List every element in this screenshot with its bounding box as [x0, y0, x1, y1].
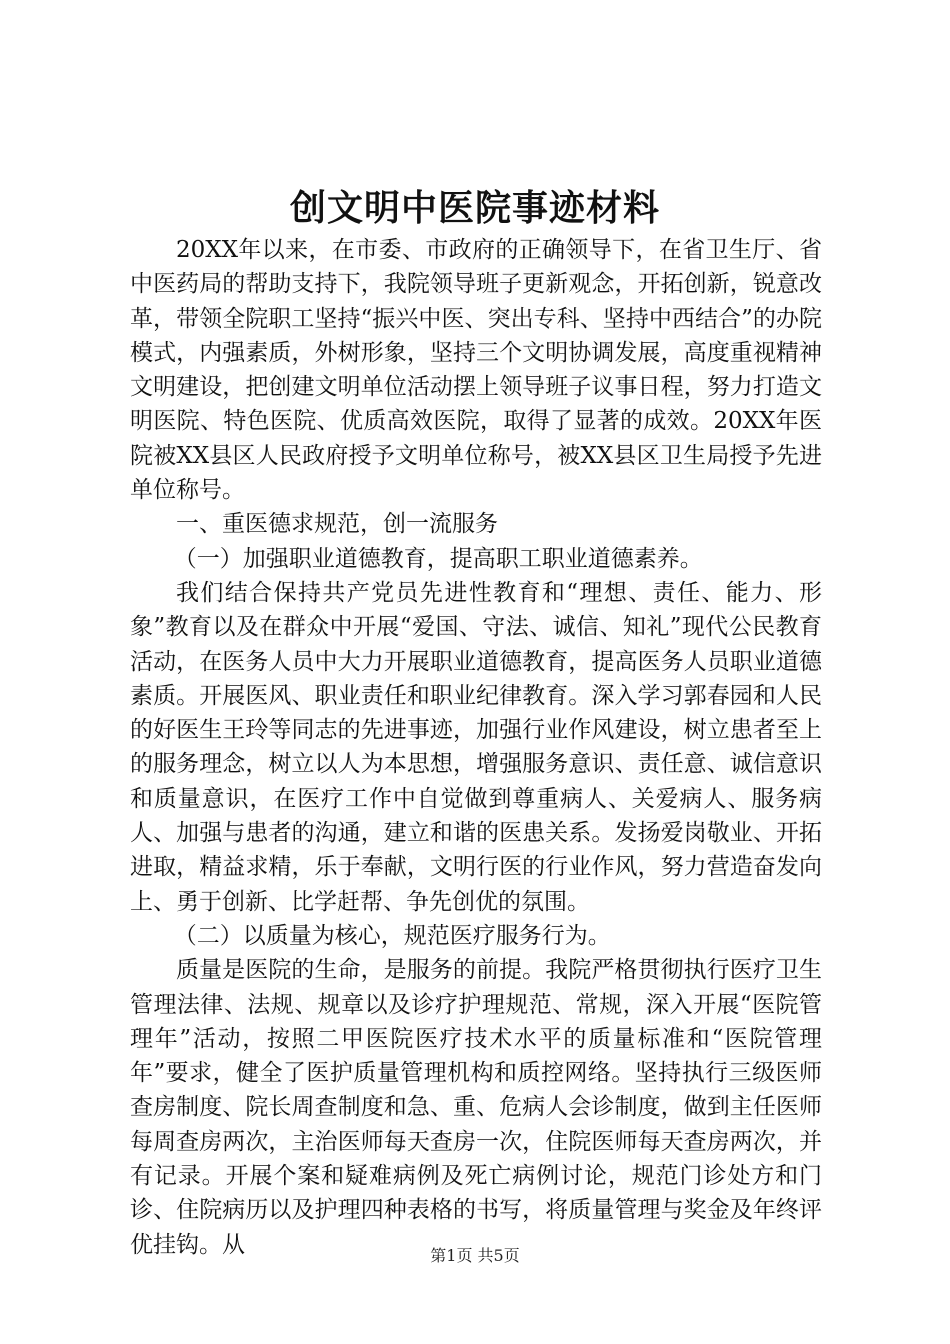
paragraph-quality: 质量是医院的生命，是服务的前提。我院严格贯彻执行医疗卫生管理法律、法规、规章以及诊疗护理规范、常规，深入开展“医院管理年”活动，按照二甲医院医疗技术水平的质量标准和“医院管理年”要求，健全了医护质量管理机构和质控网络。坚持执行三级医师查房制度、院长周查制度和急、重、危病人会诊制度，做到主任医师每周查房两次，主治医师每天查房一次，住院医师每天查房两次，并有记录。开展个案和疑难病例及死亡病例讨论，规范门诊处方和门诊、住院病历以及护理四种表格的书写，将质量管理与奖金及年终评优挂钩。从 — [130, 957, 822, 1258]
paragraph-ethics: 我们结合保持共产党员先进性教育和“理想、责任、能力、形象”教育以及在群众中开展“爱国、守法、诚信、知礼”现代公民教育活动，在医务人员中大力开展职业道德教育，提高医务人员职业道德素质。开展医风、职业责任和职业纪律教育。深入学习郭春园和人民的好医生王玲等同志的先进事迹，加强行业作风建设，树立患者至上的服务理念，树立以人为本思想，增强服务意识、责任意、诚信意识和质量意识，在医疗工作中自觉做到尊重病人、关爱病人、服务病人、加强与患者的沟通，建立和谐的医患关系。发扬爱岗敬业、开拓进取，精益求精，乐于奉献，文明行医的行业作风，努力营造奋发向上、勇于创新、比学赶帮、争先创优的氛围。 — [130, 579, 822, 915]
page-footer: 第1页 共5页 — [430, 1246, 520, 1265]
paragraph-intro: 20XX年以来，在市委、市政府的正确领导下，在省卫生厅、省中医药局的帮助支持下，我院领导班子更新观念，开拓创新，锐意改革，带领全院职工坚持“振兴中医、突出专科、坚持中西结合”的办院模式，内强素质，外树形象，坚持三个文明协调发展，高度重视精神文明建设，把创建文明单位活动摆上领导班子议事日程，努力打造文明医院、特色医院、优质高效医院，取得了显著的成效。20XX年医院被XX县区人民政府授予文明单位称号，被XX县区卫生局授予先进单位称号。 — [130, 237, 822, 504]
section-heading-1: 一、重医德求规范，创一流服务 — [176, 511, 498, 538]
document-title: 创文明中医院事迹材料 — [289, 187, 660, 229]
subsection-heading-2: （二）以质量为核心，规范医疗服务行为。 — [173, 922, 611, 949]
subsection-heading-1: （一）加强职业道德教育，提高职工职业道德素养。 — [173, 545, 703, 572]
document-body — [130, 233, 822, 1262]
